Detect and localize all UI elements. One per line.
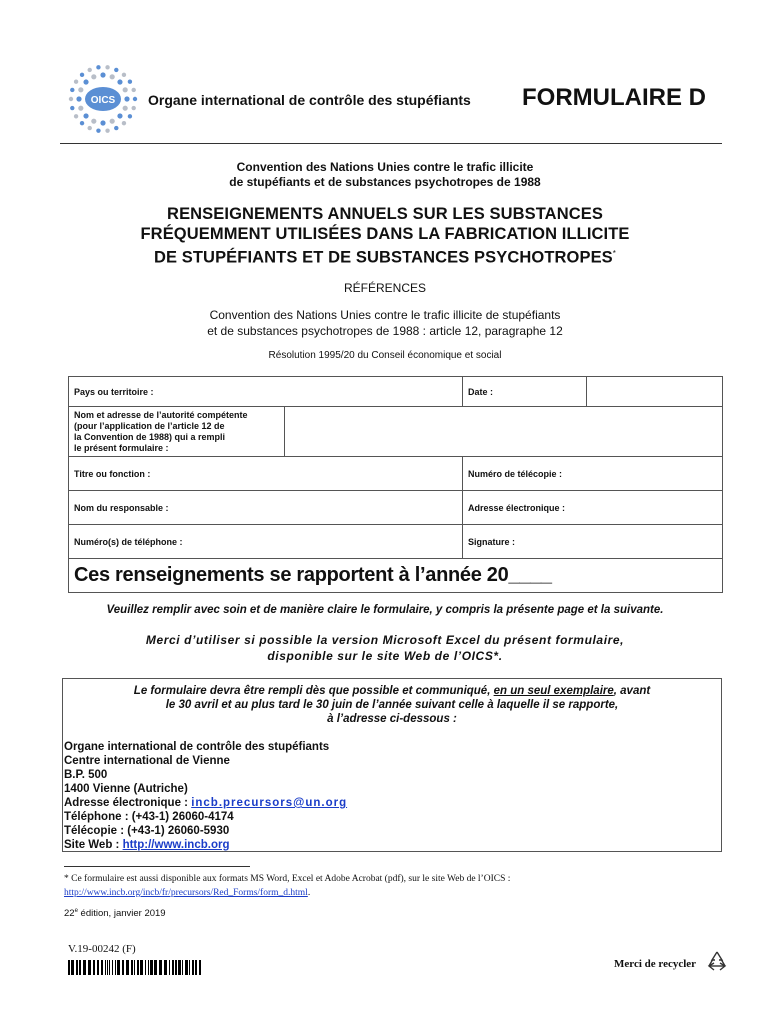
authority-label-line: le présent formulaire : bbox=[74, 442, 169, 453]
references-line-2: et de substances psychotropes de 1988 : article 12, paragraphe 12 bbox=[207, 324, 563, 338]
single-copy-emphasis: en un seul exemplaire bbox=[493, 685, 614, 697]
logo-text: OICS bbox=[90, 95, 116, 106]
fax-line: Télécopie : (+43-1) 26060-5930 bbox=[64, 825, 230, 837]
authority-label-cell bbox=[69, 407, 285, 457]
website-line: Site Web : http://www.incb.org bbox=[64, 839, 230, 851]
date-field[interactable] bbox=[587, 377, 723, 407]
authority-label-line: (pour l’application de l’article 12 de bbox=[74, 420, 225, 431]
reporting-year-field[interactable] bbox=[69, 559, 723, 593]
title-function-field[interactable] bbox=[69, 457, 463, 491]
submission-line-3: à l’adresse ci-dessous : bbox=[327, 713, 457, 725]
footnote: * Ce formulaire est aussi disponible aux formats MS Word, Excel et Adobe Acrobat (pdf), sur le site Web de l’OICS : http://www.incb.org/incb/fr/precursors/Red_Forms/form_d.html. bbox=[64, 874, 511, 898]
form-title: FORMULAIRE D bbox=[522, 84, 706, 111]
website-link[interactable]: http://www.incb.org bbox=[122, 839, 230, 851]
authority-label-line: Nom et adresse de l’autorité compétente bbox=[74, 409, 248, 420]
excel-instruction-line-2: disponible sur le site Web de l’OICS*. bbox=[267, 649, 503, 663]
header-divider bbox=[60, 143, 722, 144]
phone-number-label: Numéro(s) de téléphone : bbox=[74, 536, 183, 547]
address-line: Organe international de contrôle des stupéfiants bbox=[64, 741, 330, 753]
date-label-cell bbox=[463, 377, 587, 407]
mailing-address bbox=[64, 740, 347, 852]
table-row bbox=[69, 525, 723, 559]
address-line: B.P. 500 bbox=[64, 769, 108, 781]
email-link[interactable]: incb.precursors@un.org bbox=[191, 797, 348, 809]
oics-logo bbox=[64, 60, 142, 138]
submission-line-2: le 30 avril et au plus tard le 30 juin de l’année suivant celle à laquelle il se rapporte, bbox=[165, 699, 619, 711]
main-title-line-3: DE STUPÉFIANTS ET DE SUBSTANCES PSYCHOTROPES* bbox=[153, 248, 617, 267]
country-field[interactable] bbox=[69, 377, 463, 407]
footnote-divider bbox=[64, 866, 250, 867]
submission-instructions bbox=[62, 684, 722, 726]
organization-name: Organe international de contrôle des stupéfiants bbox=[148, 92, 471, 108]
footnote-link[interactable]: http://www.incb.org/incb/fr/precursors/Red_Forms/form_d.html bbox=[64, 888, 308, 898]
fax-number-label: Numéro de télécopie : bbox=[468, 468, 563, 479]
country-label: Pays ou territoire : bbox=[74, 386, 154, 397]
convention-line-1: Convention des Nations Unies contre le trafic illicite bbox=[236, 160, 534, 174]
phone-number-field[interactable] bbox=[69, 525, 463, 559]
table-row bbox=[69, 491, 723, 525]
address-line: 1400 Vienne (Autriche) bbox=[64, 783, 188, 795]
main-title-line-1: RENSEIGNEMENTS ANNUELS SUR LES SUBSTANCES bbox=[167, 205, 603, 223]
references-line-1: Convention des Nations Unies contre le trafic illicite de stupéfiants bbox=[209, 308, 561, 322]
convention-line-2: de stupéfiants et de substances psychotropes de 1988 bbox=[229, 175, 541, 189]
title-function-label: Titre ou fonction : bbox=[74, 468, 151, 479]
reporting-year-statement: Ces renseignements se rapportent à l’année 20____ bbox=[74, 564, 552, 586]
table-row bbox=[69, 377, 723, 407]
table-row bbox=[69, 457, 723, 491]
footnote-marker: * bbox=[612, 249, 617, 258]
authority-field[interactable] bbox=[285, 407, 723, 457]
edition-info: 22e édition, janvier 2019 bbox=[64, 908, 166, 920]
authority-label-line: la Convention de 1988) qui a rempli bbox=[74, 431, 226, 442]
address-line: Centre international de Vienne bbox=[64, 755, 230, 767]
respondent-info-table bbox=[68, 376, 723, 593]
fax-number-field[interactable] bbox=[463, 457, 723, 491]
responsible-name-field[interactable] bbox=[69, 491, 463, 525]
signature-field[interactable] bbox=[463, 525, 723, 559]
document-code: V.19-00242 (F) bbox=[68, 943, 136, 955]
main-title-line-2: FRÉQUEMMENT UTILISÉES DANS LA FABRICATION ILLICITE bbox=[140, 225, 630, 243]
email-address-label: Adresse électronique : bbox=[468, 502, 566, 513]
resolution-text: Résolution 1995/20 du Conseil économique et social bbox=[268, 350, 502, 361]
submission-line-1: Le formulaire devra être rempli dès que possible et communiqué, en un seul exemplaire, avant bbox=[133, 685, 651, 697]
fill-instructions: Veuillez remplir avec soin et de manière claire le formulaire, y compris la présente page et la suivante. bbox=[106, 604, 664, 616]
date-label: Date : bbox=[468, 386, 494, 397]
recycle-icon bbox=[705, 949, 729, 973]
barcode-image bbox=[68, 960, 202, 975]
table-row bbox=[69, 559, 723, 593]
recycle-label: Merci de recycler bbox=[614, 958, 697, 970]
table-row bbox=[69, 407, 723, 457]
phone-line: Téléphone : (+43-1) 26060-4174 bbox=[64, 811, 234, 823]
email-line: Adresse électronique : incb.precursors@un.org bbox=[64, 797, 348, 809]
email-address-field[interactable] bbox=[463, 491, 723, 525]
references-heading: RÉFÉRENCES bbox=[343, 281, 426, 295]
excel-instruction-line-1: Merci d’utiliser si possible la version Microsoft Excel du présent formulaire, bbox=[145, 633, 625, 647]
signature-label: Signature : bbox=[468, 536, 516, 547]
responsible-name-label: Nom du responsable : bbox=[74, 502, 169, 513]
footnote-text: * Ce formulaire est aussi disponible aux formats MS Word, Excel et Adobe Acrobat (pdf), sur le site Web de l’OICS : bbox=[64, 874, 511, 884]
